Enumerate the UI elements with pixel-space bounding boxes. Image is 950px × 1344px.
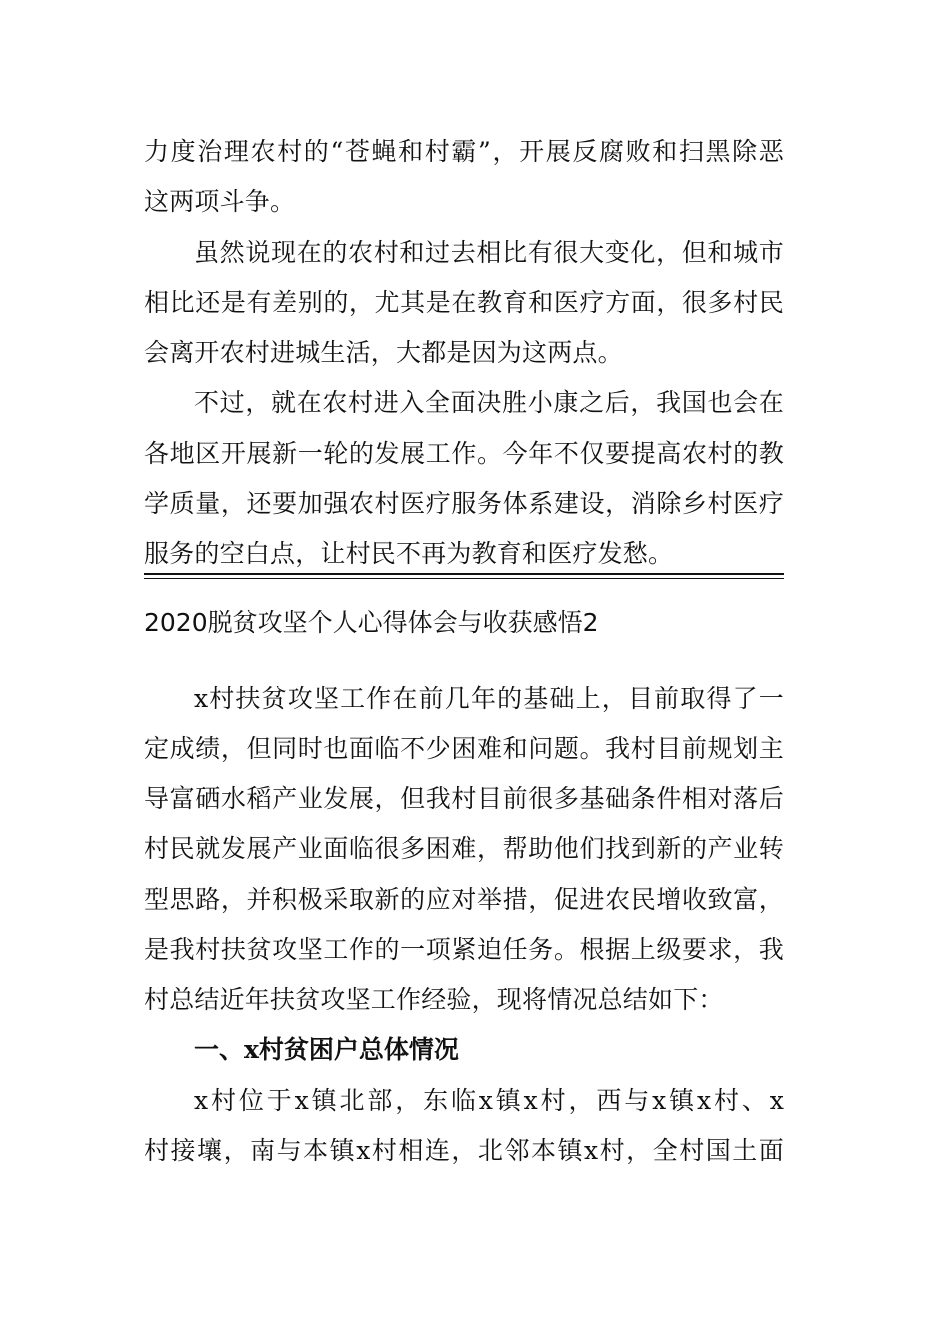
body-text-line: 村民就发展产业面临很多困难，帮助他们找到新的产业转 [144,834,784,863]
body-text-line: 会离开农村进城生活，大都是因为这两点。 [144,338,623,367]
body-text-line: 各地区开展新一轮的发展工作。今年不仅要提高农村的教 [144,439,784,468]
body-text-line: 这两项斗争。 [144,187,296,216]
body-text-line: 服务的空白点，让村民不再为教育和医疗发愁。 [144,539,674,568]
section-divider [144,573,784,579]
body-text-line: 型思路，并积极采取新的应对举措，促进农民增收致富， [144,885,784,914]
paragraph-first-line: x村位于x镇北部，东临x镇x村，西与x镇x村、x [194,1086,784,1115]
body-text-line: 是我村扶贫攻坚工作的一项紧迫任务。根据上级要求，我 [144,935,784,964]
paragraph-first-line: 虽然说现在的农村和过去相比有很大变化，但和城市 [194,238,784,267]
body-text-line: 学质量，还要加强农村医疗服务体系建设，消除乡村医疗 [144,489,784,518]
body-text-line: 相比还是有差别的，尤其是在教育和医疗方面，很多村民 [144,288,784,317]
paragraph-first-line: x村扶贫攻坚工作在前几年的基础上，目前取得了一 [194,684,784,713]
subsection-heading: 一、x村贫困户总体情况 [194,1035,459,1064]
body-text-line: 定成绩，但同时也面临不少困难和问题。我村目前规划主 [144,734,784,763]
body-text-line: 村总结近年扶贫攻坚工作经验，现将情况总结如下： [144,985,724,1014]
section-title: 2020脱贫攻坚个人心得体会与收获感悟2 [144,608,599,637]
body-text-line: 导富硒水稻产业发展，但我村目前很多基础条件相对落后 [144,784,784,813]
paragraph-first-line: 不过，就在农村进入全面决胜小康之后，我国也会在 [194,388,784,417]
body-text-line: 力度治理农村的“苍蝇和村霸”，开展反腐败和扫黑除恶 [144,137,784,166]
body-text-line: 村接壤，南与本镇x村相连，北邻本镇x村，全村国土面 [144,1136,784,1165]
